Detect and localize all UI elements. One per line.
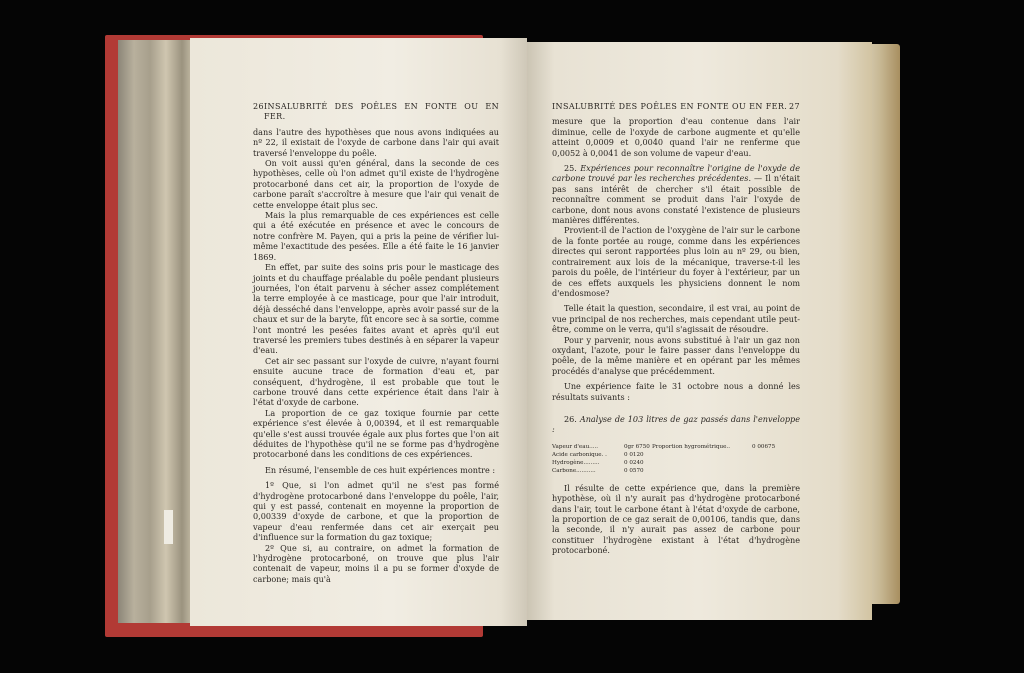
bookmark-slip xyxy=(164,510,173,544)
paragraph: Pour y parvenir, nous avons substitué à l'air un gaz non oxydant, l'azote, pour le faire passer dans l'enveloppe du poêle, de la même manière et en opérant par les mêmes procédés d'analyse que précédemment. xyxy=(552,334,800,376)
row-note-value xyxy=(752,451,792,459)
paragraph: En résumé, l'ensemble de ces huit expériences montre : xyxy=(265,464,496,475)
row-note xyxy=(652,459,752,467)
row-value: 0 0570 xyxy=(624,467,644,474)
paragraph: dans l'autre des hypothèses que nous avons indiquées au nº 22, il existait de l'oxyde de carbone dans l'air qui avait traversé l'enveloppe du poêle. xyxy=(253,126,499,158)
right-page-number: 27 xyxy=(789,102,800,111)
section-title: Expériences pour reconnaître l'origine de l'oxyde de carbone trouvé par les recherches précédentes. xyxy=(552,163,801,184)
section-25-paragraph xyxy=(552,163,800,225)
section-26-heading xyxy=(552,414,800,435)
paragraph: Une expérience faite le 31 octobre nous a donné les résultats suivants : xyxy=(552,381,800,402)
left-page-number: 26 xyxy=(253,102,264,111)
row-note-value xyxy=(752,459,792,467)
right-running-head xyxy=(552,102,800,112)
section-title: Analyse de 103 litres de gaz passés dans l'enveloppe : xyxy=(552,413,800,435)
row-note-value xyxy=(752,467,792,475)
row-label: Acide carbonique. . xyxy=(552,451,607,458)
row-label: Hydrogène......... xyxy=(552,459,600,466)
left-running-title: INSALUBRITÉ DES POÊLES EN FONTE OU EN FER. xyxy=(263,102,499,122)
paragraph: Telle était la question, secondaire, il est vrai, au point de vue principal de nos recherches, mais cependant utile peut-être, comme on le verra, qu'il s'agissait de résoudre. xyxy=(552,303,800,335)
paragraph: La proportion de ce gaz toxique fournie par cette expérience s'est élevée à 0,00394, et il est remarquable qu'elle s'est aussi trouvée égale aux plus fortes que l'on ait déduites de l'hypothèse qu'il ne se forme pas d'hydrogène protocarboné dans les conditions de ces expériences. xyxy=(253,407,499,460)
row-note xyxy=(652,467,752,475)
analysis-table xyxy=(552,443,800,475)
left-page xyxy=(190,38,527,626)
row-value: 0gr 6750 xyxy=(624,443,650,450)
row-note: Proportion hygrométrique.. xyxy=(652,443,730,450)
paragraph: Mais la plus remarquable de ces expériences est celle qui a été exécutée en présence et avec le concours de notre confrère M. Payen, qui a pris la peine de vérifier lui-même l'exactitude des pesées. Elle a été faite le 16 janvier 1869. xyxy=(253,210,499,262)
paragraph: mesure que la proportion d'eau contenue dans l'air diminue, celle de l'oxyde de carbone augmente et qu'elle atteint 0,0009 et 0,0040 quand l'air ne renferme que 0,0052 à 0,0041 de son volume de vapeur d'eau. xyxy=(552,116,800,158)
right-running-title: INSALUBRITÉ DES POÊLES EN FONTE OU EN FER. xyxy=(552,102,788,111)
section-text: — Il n'était pas sans intérêt de chercher s'il était possible de reconnaître comment se produit dans l'air l'oxyde de carbone, dont nous avons constaté l'existence de plusieurs manières différentes. xyxy=(552,173,800,226)
row-note xyxy=(652,451,752,459)
row-value: 0 0120 xyxy=(624,451,644,458)
paragraph: En effet, par suite des soins pris pour le masticage des joints et du chauffage préalable du poêle pendant plusieurs journées, l'on était parvenu à sécher assez complétement la terre employée à ce masticage, pour que l'air introduit, déjà desséché dans l'enveloppe, après avoir passé sur de la chaux et sur de la baryte, fût encore sec à sa sortie, comme l'ont montré les pesées faites avant et après qu'il eut traversé les premiers tubes destinés à en séparer la vapeur d'eau. xyxy=(253,262,499,356)
paragraph: On voit aussi qu'en général, dans la seconde de ces hypothèses, celle où l'on admet qu'il existe de l'hydrogène protocarboné dans cet air, la proportion de l'oxyde de carbone paraît s'accroître à mesure que l'air qui venait de cette enveloppe était plus sec. xyxy=(253,158,499,210)
section-number: 26. xyxy=(564,413,577,424)
row-value: 0 0240 xyxy=(624,459,644,466)
table-row xyxy=(552,443,800,451)
section-number: 25. xyxy=(564,163,577,174)
right-page xyxy=(527,42,872,620)
left-text-column xyxy=(253,127,499,584)
table-row xyxy=(552,459,800,467)
right-text-column xyxy=(552,116,800,555)
row-note-value: 0 00675 xyxy=(752,443,776,450)
paragraph: 1º Que, si l'on admet qu'il ne s'est pas formé d'hydrogène protocarboné dans l'enveloppe du poêle, l'air, qui y est passé, contenait en moyenne la proportion de 0,00339 d'oxyde de carbone, et que la proportion de vapeur d'eau renfermée dans cet air exerçait peu d'influence sur la formation du gaz toxique; xyxy=(253,480,499,543)
paragraph: 2º Que si, au contraire, on admet la formation de l'hydrogène protocarboné, on trouve que plus l'air contenait de vapeur, moins il a pu se former d'oxyde de carbone; mais qu'à xyxy=(253,542,499,584)
left-page-edges xyxy=(118,40,198,623)
row-label: Vapeur d'eau..... xyxy=(552,443,599,450)
paragraph: Cet air sec passant sur l'oxyde de cuivre, n'ayant fourni ensuite aucune trace de formation d'eau et, par conséquent, d'hydrogène, il est probable que tout le carbone trouvé dans cette expérience était dans l'air à l'état d'oxyde de carbone. xyxy=(253,355,499,408)
table-row xyxy=(552,451,800,459)
paragraph: Provient-il de l'action de l'oxygène de l'air sur le carbone de la fonte portée au rouge, comme dans les expériences directes qui seront rapportées plus loin au nº 29, ou bien, contrairement aux lois de la mécanique, traverse-t-il les parois du poêle, de l'intérieur du foyer à l'extérieur, par un de ces effets auxquels les physiciens donnent le nom d'endosmose? xyxy=(552,225,800,298)
table-row xyxy=(552,467,800,475)
left-running-head xyxy=(253,102,499,123)
paragraph: Il résulte de cette expérience que, dans la première hypothèse, où il n'y aurait pas d'hydrogène protocarboné dans l'air, tout le carbone étant à l'état d'oxyde de carbone, la proportion de ce gaz serait de 0,00106, tandis que, dans la seconde, il n'y aurait pas assez de carbone pour constituer l'hydrogène existant à l'état d'hydrogène protocarboné. xyxy=(552,482,800,556)
row-label: Carbone........... xyxy=(552,467,596,474)
